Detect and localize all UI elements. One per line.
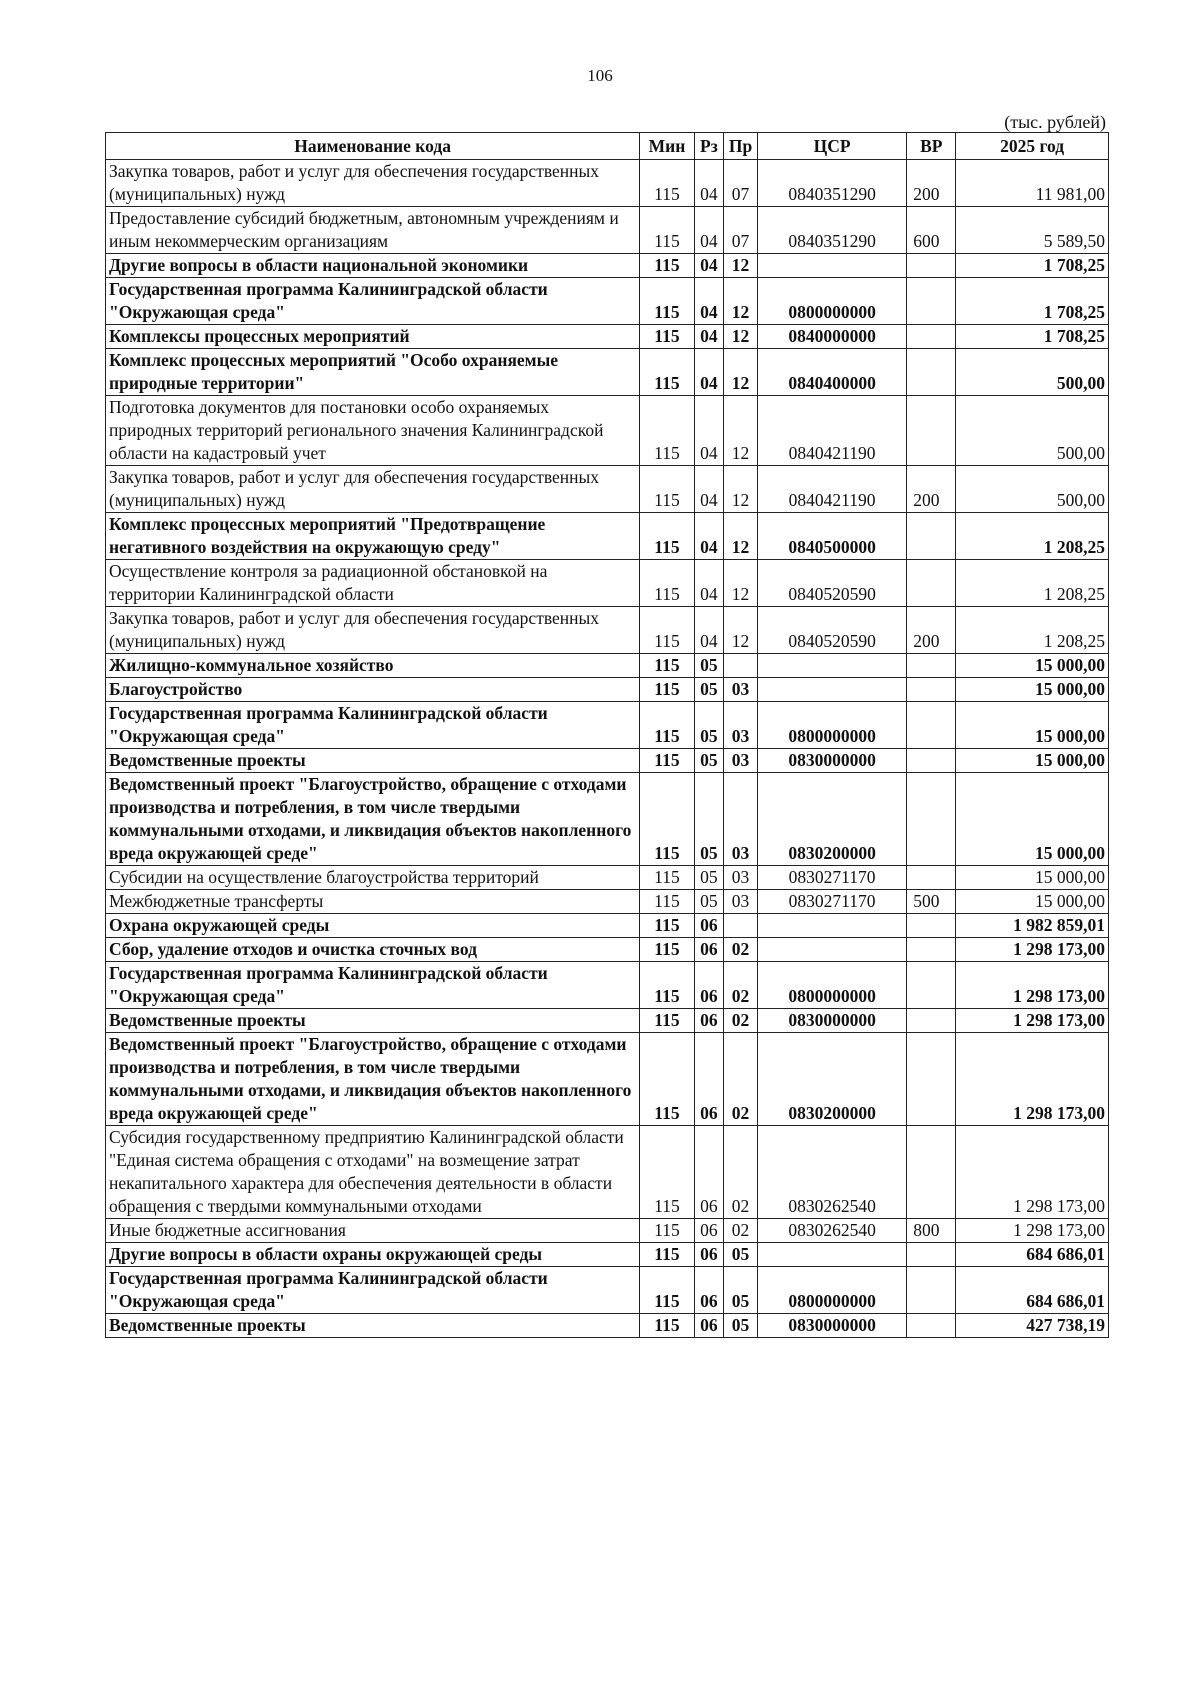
- cell-pr: 02: [724, 1219, 758, 1243]
- cell-csr: 0840520590: [757, 607, 906, 654]
- cell-rz: 04: [694, 278, 723, 325]
- table-row: [106, 749, 1109, 773]
- table-row: [106, 1267, 1109, 1314]
- table-row: [106, 160, 1109, 207]
- cell-vr: [907, 254, 956, 278]
- cell-name: Государственная программа Калининградской области "Окружающая среда": [106, 278, 640, 325]
- table-row: [106, 1314, 1109, 1338]
- cell-pr: 02: [724, 938, 758, 962]
- cell-csr: [757, 654, 906, 678]
- header-vr: ВР: [907, 133, 956, 160]
- cell-vr: [907, 349, 956, 396]
- cell-name: Другие вопросы в области охраны окружающей среды: [106, 1243, 640, 1267]
- cell-sum: 15 000,00: [956, 773, 1109, 866]
- cell-csr: 0840400000: [757, 349, 906, 396]
- cell-pr: 02: [724, 1126, 758, 1219]
- cell-min: 115: [640, 1267, 695, 1314]
- cell-csr: 0830271170: [757, 890, 906, 914]
- cell-rz: 04: [694, 607, 723, 654]
- cell-name: Охрана окружающей среды: [106, 914, 640, 938]
- cell-vr: [907, 1243, 956, 1267]
- cell-vr: 200: [907, 466, 956, 513]
- cell-min: 115: [640, 278, 695, 325]
- cell-rz: 06: [694, 938, 723, 962]
- cell-vr: [907, 1033, 956, 1126]
- cell-vr: [907, 278, 956, 325]
- table-row: [106, 560, 1109, 607]
- cell-min: 115: [640, 607, 695, 654]
- cell-rz: 05: [694, 678, 723, 702]
- cell-pr: 12: [724, 278, 758, 325]
- cell-min: 115: [640, 207, 695, 254]
- header-rz: Рз: [694, 133, 723, 160]
- cell-csr: 0800000000: [757, 278, 906, 325]
- cell-sum: 1 298 173,00: [956, 962, 1109, 1009]
- cell-pr: 12: [724, 513, 758, 560]
- cell-csr: 0800000000: [757, 1267, 906, 1314]
- cell-pr: 03: [724, 773, 758, 866]
- cell-pr: 03: [724, 702, 758, 749]
- table-row: [106, 278, 1109, 325]
- cell-name: Ведомственные проекты: [106, 1009, 640, 1033]
- cell-min: 115: [640, 678, 695, 702]
- cell-sum: 1 208,25: [956, 560, 1109, 607]
- cell-csr: 0800000000: [757, 962, 906, 1009]
- cell-min: 115: [640, 702, 695, 749]
- cell-rz: 04: [694, 349, 723, 396]
- cell-sum: 500,00: [956, 349, 1109, 396]
- table-row: [106, 1033, 1109, 1126]
- cell-min: 115: [640, 938, 695, 962]
- cell-rz: 05: [694, 702, 723, 749]
- cell-min: 115: [640, 773, 695, 866]
- cell-name: Межбюджетные трансферты: [106, 890, 640, 914]
- cell-vr: 800: [907, 1219, 956, 1243]
- cell-vr: [907, 513, 956, 560]
- cell-name: Ведомственный проект "Благоустройство, обращение с отходами производства и потребления, в том числе твердыми коммунальными отходами, и ликвидация объектов накопленного вреда окружающей среде": [106, 1033, 640, 1126]
- cell-rz: 04: [694, 560, 723, 607]
- cell-pr: 03: [724, 678, 758, 702]
- cell-csr: [757, 938, 906, 962]
- table-row: [106, 962, 1109, 1009]
- cell-min: 115: [640, 1126, 695, 1219]
- cell-sum: 1 982 859,01: [956, 914, 1109, 938]
- cell-pr: 02: [724, 962, 758, 1009]
- cell-min: 115: [640, 466, 695, 513]
- cell-name: Благоустройство: [106, 678, 640, 702]
- cell-vr: [907, 678, 956, 702]
- table-row: [106, 773, 1109, 866]
- cell-rz: 05: [694, 866, 723, 890]
- cell-pr: [724, 914, 758, 938]
- table-row: [106, 513, 1109, 560]
- cell-vr: 200: [907, 607, 956, 654]
- cell-sum: 1 708,25: [956, 278, 1109, 325]
- cell-sum: 1 708,25: [956, 254, 1109, 278]
- cell-csr: 0830000000: [757, 749, 906, 773]
- cell-min: 115: [640, 1009, 695, 1033]
- cell-rz: 04: [694, 466, 723, 513]
- table-row: [106, 938, 1109, 962]
- cell-csr: [757, 1243, 906, 1267]
- cell-min: 115: [640, 325, 695, 349]
- cell-vr: [907, 866, 956, 890]
- cell-name: Другие вопросы в области национальной экономики: [106, 254, 640, 278]
- cell-vr: [907, 914, 956, 938]
- cell-min: 115: [640, 890, 695, 914]
- cell-name: Подготовка документов для постановки особо охраняемых природных территорий регионального значения Калининградской области на кадастровый учет: [106, 396, 640, 466]
- cell-min: 115: [640, 396, 695, 466]
- cell-sum: 1 708,25: [956, 325, 1109, 349]
- cell-name: Ведомственные проекты: [106, 1314, 640, 1338]
- cell-name: Комплексы процессных мероприятий: [106, 325, 640, 349]
- cell-csr: 0800000000: [757, 702, 906, 749]
- cell-vr: [907, 1267, 956, 1314]
- cell-vr: [907, 654, 956, 678]
- cell-vr: [907, 773, 956, 866]
- cell-name: Ведомственные проекты: [106, 749, 640, 773]
- cell-vr: [907, 938, 956, 962]
- cell-min: 115: [640, 962, 695, 1009]
- cell-vr: [907, 560, 956, 607]
- cell-min: 115: [640, 1314, 695, 1338]
- cell-name: Государственная программа Калининградской области "Окружающая среда": [106, 702, 640, 749]
- cell-vr: [907, 962, 956, 1009]
- cell-rz: 06: [694, 1243, 723, 1267]
- cell-csr: [757, 678, 906, 702]
- table-body: [106, 160, 1109, 1338]
- cell-csr: 0830262540: [757, 1219, 906, 1243]
- cell-rz: 06: [694, 962, 723, 1009]
- cell-pr: 12: [724, 325, 758, 349]
- cell-sum: 11 981,00: [956, 160, 1109, 207]
- cell-vr: [907, 1126, 956, 1219]
- cell-rz: 06: [694, 1267, 723, 1314]
- cell-rz: 06: [694, 914, 723, 938]
- cell-rz: 04: [694, 160, 723, 207]
- cell-min: 115: [640, 1219, 695, 1243]
- cell-min: 115: [640, 866, 695, 890]
- table-row: [106, 702, 1109, 749]
- cell-vr: 200: [907, 160, 956, 207]
- cell-sum: 15 000,00: [956, 654, 1109, 678]
- cell-min: 115: [640, 560, 695, 607]
- cell-csr: 0840500000: [757, 513, 906, 560]
- table-row: [106, 349, 1109, 396]
- cell-pr: 03: [724, 890, 758, 914]
- cell-min: 115: [640, 349, 695, 396]
- cell-pr: 02: [724, 1009, 758, 1033]
- cell-csr: 0840520590: [757, 560, 906, 607]
- cell-csr: [757, 914, 906, 938]
- cell-pr: 05: [724, 1314, 758, 1338]
- table-row: [106, 466, 1109, 513]
- table-row: [106, 914, 1109, 938]
- cell-pr: 05: [724, 1243, 758, 1267]
- table-row: [106, 890, 1109, 914]
- cell-rz: 06: [694, 1033, 723, 1126]
- cell-name: Предоставление субсидий бюджетным, автономным учреждениям и иным некоммерческим организациям: [106, 207, 640, 254]
- cell-rz: 06: [694, 1009, 723, 1033]
- cell-sum: 15 000,00: [956, 866, 1109, 890]
- table-row: [106, 396, 1109, 466]
- cell-min: 115: [640, 749, 695, 773]
- cell-name: Сбор, удаление отходов и очистка сточных вод: [106, 938, 640, 962]
- cell-vr: [907, 702, 956, 749]
- cell-rz: 04: [694, 396, 723, 466]
- cell-rz: 04: [694, 254, 723, 278]
- cell-csr: [757, 254, 906, 278]
- units-label: (тыс. рублей): [1004, 112, 1106, 132]
- header-row: [106, 133, 1109, 160]
- cell-sum: 15 000,00: [956, 749, 1109, 773]
- cell-sum: 1 208,25: [956, 513, 1109, 560]
- cell-rz: 05: [694, 749, 723, 773]
- cell-rz: 04: [694, 513, 723, 560]
- cell-name: Государственная программа Калининградской области "Окружающая среда": [106, 1267, 640, 1314]
- cell-name: Жилищно-коммунальное хозяйство: [106, 654, 640, 678]
- cell-rz: 06: [694, 1219, 723, 1243]
- cell-pr: 02: [724, 1033, 758, 1126]
- table-row: [106, 654, 1109, 678]
- cell-rz: 05: [694, 654, 723, 678]
- cell-name: Комплекс процессных мероприятий "Предотвращение негативного воздействия на окружающую среду": [106, 513, 640, 560]
- cell-pr: 12: [724, 254, 758, 278]
- cell-min: 115: [640, 914, 695, 938]
- cell-sum: 5 589,50: [956, 207, 1109, 254]
- table-row: [106, 1219, 1109, 1243]
- table-row: [106, 1009, 1109, 1033]
- header-year: 2025 год: [956, 133, 1109, 160]
- cell-sum: 1 298 173,00: [956, 1126, 1109, 1219]
- cell-pr: 12: [724, 607, 758, 654]
- header-min: Мин: [640, 133, 695, 160]
- cell-pr: 12: [724, 349, 758, 396]
- cell-name: Субсидии на осуществление благоустройства территорий: [106, 866, 640, 890]
- header-pr: Пр: [724, 133, 758, 160]
- cell-min: 115: [640, 1243, 695, 1267]
- budget-table: [105, 132, 1109, 1338]
- cell-pr: 05: [724, 1267, 758, 1314]
- cell-csr: 0830000000: [757, 1314, 906, 1338]
- cell-csr: 0830200000: [757, 1033, 906, 1126]
- cell-sum: 1 298 173,00: [956, 1009, 1109, 1033]
- cell-vr: [907, 325, 956, 349]
- cell-pr: 12: [724, 466, 758, 513]
- cell-name: Осуществление контроля за радиационной обстановкой на территории Калининградской области: [106, 560, 640, 607]
- table-row: [106, 325, 1109, 349]
- cell-sum: 684 686,01: [956, 1243, 1109, 1267]
- cell-csr: 0830262540: [757, 1126, 906, 1219]
- cell-sum: 427 738,19: [956, 1314, 1109, 1338]
- cell-sum: 1 208,25: [956, 607, 1109, 654]
- cell-rz: 06: [694, 1126, 723, 1219]
- cell-name: Закупка товаров, работ и услуг для обеспечения государственных (муниципальных) нужд: [106, 607, 640, 654]
- table-row: [106, 207, 1109, 254]
- cell-sum: 15 000,00: [956, 890, 1109, 914]
- cell-name: Комплекс процессных мероприятий "Особо охраняемые природные территории": [106, 349, 640, 396]
- cell-min: 115: [640, 160, 695, 207]
- table-row: [106, 607, 1109, 654]
- cell-csr: 0830200000: [757, 773, 906, 866]
- cell-name: Государственная программа Калининградской области "Окружающая среда": [106, 962, 640, 1009]
- table-row: [106, 1126, 1109, 1219]
- cell-csr: 0840351290: [757, 160, 906, 207]
- page-number: 106: [587, 66, 613, 85]
- cell-sum: 684 686,01: [956, 1267, 1109, 1314]
- cell-pr: 07: [724, 160, 758, 207]
- table-row: [106, 254, 1109, 278]
- cell-pr: 03: [724, 866, 758, 890]
- cell-sum: 1 298 173,00: [956, 1033, 1109, 1126]
- table-row: [106, 678, 1109, 702]
- cell-pr: 07: [724, 207, 758, 254]
- cell-sum: 15 000,00: [956, 702, 1109, 749]
- header-name: Наименование кода: [106, 133, 640, 160]
- cell-sum: 500,00: [956, 466, 1109, 513]
- table-row: [106, 866, 1109, 890]
- cell-rz: 05: [694, 773, 723, 866]
- header-csr: ЦСР: [757, 133, 906, 160]
- cell-name: Закупка товаров, работ и услуг для обеспечения государственных (муниципальных) нужд: [106, 466, 640, 513]
- cell-csr: 0830271170: [757, 866, 906, 890]
- cell-rz: 04: [694, 325, 723, 349]
- cell-csr: 0830000000: [757, 1009, 906, 1033]
- cell-csr: 0840421190: [757, 396, 906, 466]
- cell-vr: [907, 1009, 956, 1033]
- cell-name: Ведомственный проект "Благоустройство, обращение с отходами производства и потребления, в том числе твердыми коммунальными отходами, и ликвидация объектов накопленного вреда окружающей среде": [106, 773, 640, 866]
- cell-rz: 04: [694, 207, 723, 254]
- cell-pr: 12: [724, 560, 758, 607]
- cell-pr: [724, 654, 758, 678]
- cell-sum: 15 000,00: [956, 678, 1109, 702]
- cell-rz: 06: [694, 1314, 723, 1338]
- cell-name: Иные бюджетные ассигнования: [106, 1219, 640, 1243]
- cell-rz: 05: [694, 890, 723, 914]
- cell-csr: 0840351290: [757, 207, 906, 254]
- cell-pr: 03: [724, 749, 758, 773]
- cell-min: 115: [640, 513, 695, 560]
- cell-name: Закупка товаров, работ и услуг для обеспечения государственных (муниципальных) нужд: [106, 160, 640, 207]
- cell-vr: 500: [907, 890, 956, 914]
- cell-vr: 600: [907, 207, 956, 254]
- cell-name: Субсидия государственному предприятию Калининградской области "Единая система обращения с отходами" на возмещение затрат некапитального характера для обеспечения деятельности в области обращения с твердыми коммунальными отходами: [106, 1126, 640, 1219]
- cell-min: 115: [640, 254, 695, 278]
- cell-min: 115: [640, 654, 695, 678]
- cell-vr: [907, 1314, 956, 1338]
- cell-csr: 0840421190: [757, 466, 906, 513]
- cell-vr: [907, 396, 956, 466]
- cell-vr: [907, 749, 956, 773]
- cell-min: 115: [640, 1033, 695, 1126]
- cell-sum: 1 298 173,00: [956, 938, 1109, 962]
- table-row: [106, 1243, 1109, 1267]
- cell-csr: 0840000000: [757, 325, 906, 349]
- cell-sum: 1 298 173,00: [956, 1219, 1109, 1243]
- cell-sum: 500,00: [956, 396, 1109, 466]
- cell-pr: 12: [724, 396, 758, 466]
